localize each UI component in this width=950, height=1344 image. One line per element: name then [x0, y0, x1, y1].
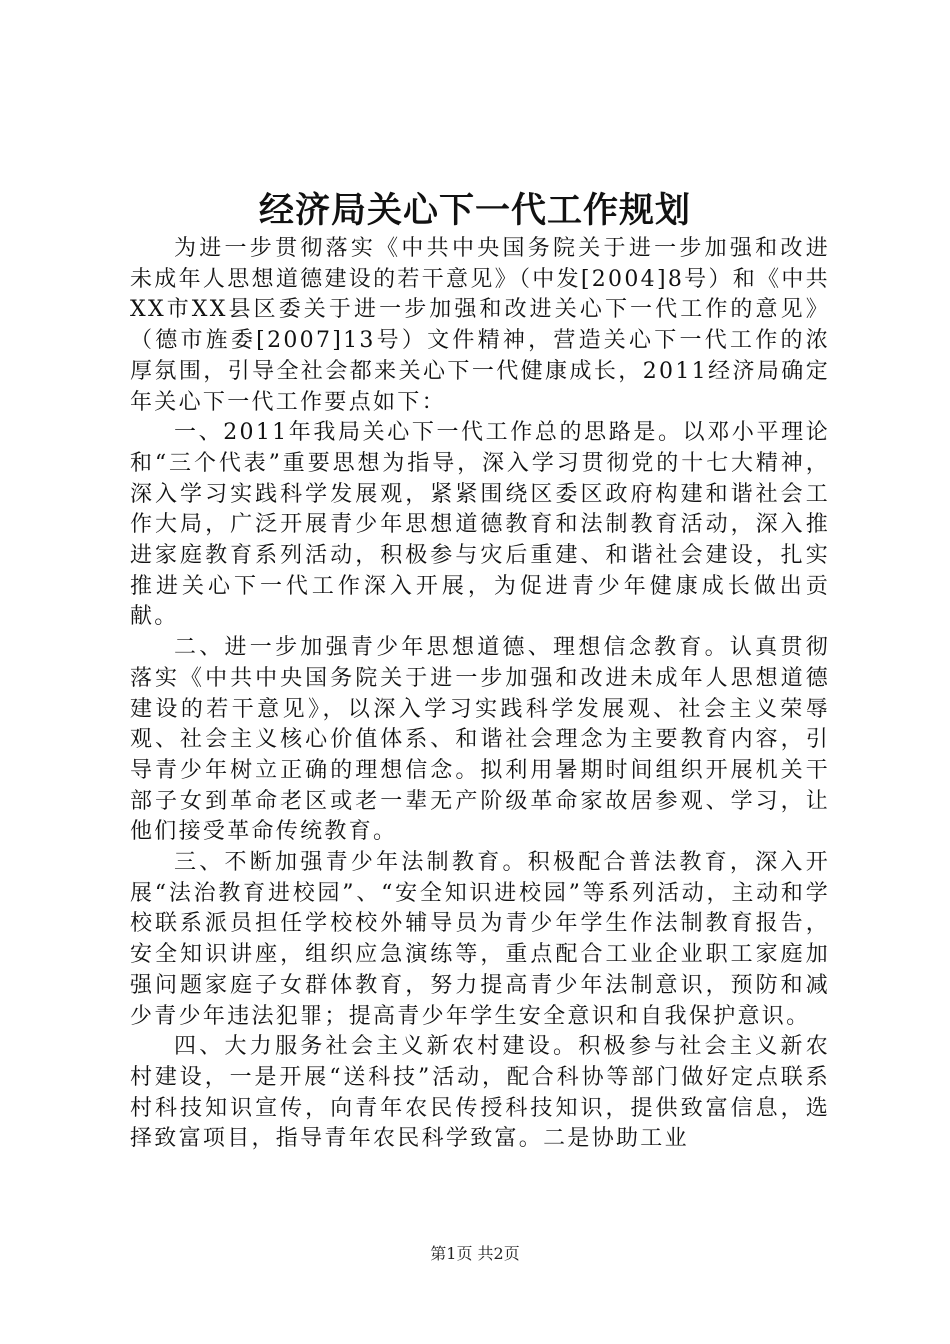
paragraph-section-1: 一、2011年我局关心下一代工作总的思路是。以邓小平理论和“三个代表”重要思想为指导，深入学习贯彻党的十七大精神，深入学习实践科学发展观，紧紧围绕区委区政府构建和谐社会工作大局，广泛开展青少年思想道德教育和法制教育活动，深入推进家庭教育系列活动，积极参与灾后重建、和谐社会建设，扎实推进关心下一代工作深入开展，为促进青少年健康成长做出贡献。	[130, 420, 830, 630]
paragraph-intro: 为进一步贯彻落实《中共中央国务院关于进一步加强和改进未成年人思想道德建设的若干意见》（中发[2004]8号）和《中共XX市XX县区委关于进一步加强和改进关心下一代工作的意见》（德市旌委[2007]13号）文件精神，营造关心下一代工作的浓厚氛围，引导全社会都来关心下一代健康成长，2011经济局确定年关心下一代工作要点如下：	[130, 236, 830, 415]
paragraph-section-3: 三、不断加强青少年法制教育。积极配合普法教育，深入开展“法治教育进校园”、“安全知识进校园”等系列活动，主动和学校联系派员担任学校校外辅导员为青少年学生作法制教育报告，安全知识讲座，组织应急演练等，重点配合工业企业职工家庭加强问题家庭子女群体教育，努力提高青少年法制意识，预防和减少青少年违法犯罪；提高青少年学生安全意识和自我保护意识。	[130, 850, 830, 1029]
paragraph-section-4: 四、大力服务社会主义新农村建设。积极参与社会主义新农村建设，一是开展“送科技”活动，配合科协等部门做好定点联系村科技知识宣传，向青年农民传授科技知识，提供致富信息，选择致富项目，指导青年农民科学致富。二是协助工业	[130, 1034, 830, 1152]
page-title: 经济局关心下一代工作规划	[258, 190, 691, 231]
document-body	[130, 234, 830, 1155]
paragraph-section-2: 二、进一步加强青少年思想道德、理想信念教育。认真贯彻落实《中共中央国务院关于进一步加强和改进未成年人思想道德建设的若干意见》，以深入学习实践科学发展观、社会主义荣辱观、社会主义核心价值体系、和谐社会理念为主要教育内容，引导青少年树立正确的理想信念。拟利用暑期时间组织开展机关干部子女到革命老区或老一辈无产阶级革命家故居参观、学习，让他们接受革命传统教育。	[130, 635, 830, 845]
page-footer: 第1页 共2页	[430, 1244, 520, 1263]
